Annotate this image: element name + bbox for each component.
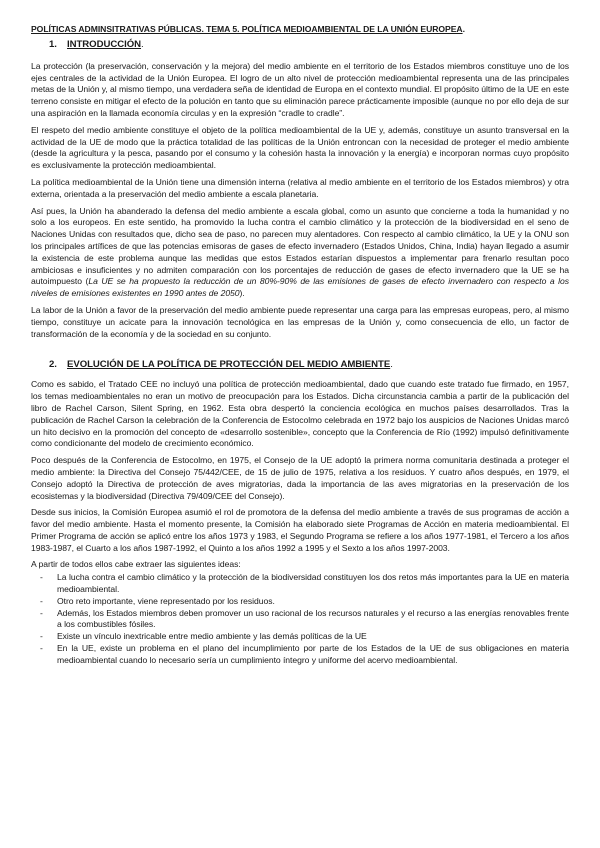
section-1-title: INTRODUCCIÓN	[67, 38, 142, 50]
section-1-paragraph-4-end: ).	[239, 288, 245, 299]
list-item: - La lucha contra el cambio climático y la protección de la biodiversidad constituyen los dos retos más importantes para la UE en materia medioambiental.	[57, 572, 569, 596]
section-2-heading	[49, 358, 569, 372]
section-2-title: EVOLUCIÓN DE LA POLÍTICA DE PROTECCIÓN DEL MEDIO AMBIENTE	[67, 359, 391, 371]
list-item: - Otro reto importante, viene representado por los residuos.	[57, 596, 569, 608]
document-title	[31, 24, 569, 36]
list-item: - Existe un vínculo inextricable entre medio ambiente y las demás políticas de la UE	[57, 631, 569, 643]
section-1-paragraph-5: La labor de la Unión a favor de la preservación del medio ambiente puede representar una carga para las empresas europeas, pero, al mismo tiempo, constituye un acicate para la innovación tecnológica en las empresas de la Unión y, como consecuencia de ello, un factor de transformación de la economía y de la sociedad en su conjunto.	[31, 304, 569, 339]
document-title-suffix: .	[462, 24, 465, 34]
section-1-paragraph-3: La política medioambiental de la Unión tiene una dimensión interna (relativa al medio ambiente en el territorio de los Estados miembros) y otra externa, orientada a la preservación del medio ambiente a escala planetaria.	[31, 176, 569, 199]
section-2-paragraph-1: Como es sabido, el Tratado CEE no incluyó una política de protección medioambiental, dado que cuando este tratado fue firmado, en 1957, los temas medioambientales no eran un motivo de preocupación para los Estados. Dicha circunstancia cambia a partir de la publicación del libro de Rachel Carson, Silent Spring, en 1962. Esta obra despertó la conciencia ecológica en muchos países desarrollados. Tras la publicación de Rachel Carson la celebración de la Conferencia de Estocolmo celebrada en 1972 bajo los auspicios de Naciones Unidas marcó un hito decisivo en la promoción del concepto de «desarrollo sostenible», concepto que la Conferencia de Río (1992) impulsó definitivamente como condicionante del modelo de crecimiento económico.	[31, 379, 569, 449]
section-1-paragraph-4-text: Así pues, la Unión ha abanderado la defensa del medio ambiente a escala global, como un asunto que concierne a toda la humanidad y no solo a los europeos. En este sentido, ha promovido la lucha contra el cambio climático y la protección de la biodiversidad en el seno de Naciones Unidas con resultados que, dicho sea de paso, no parecen muy alentadores. Con respecto al cambio climático, la UE y la ONU son los principales artífices de que las potencias emisoras de gases de efecto invernadero (Estados Unidos, China, India) hayan llegado a asumir la existencia de este problema aunque las medidas que estos Estados estarían dispuestos a implementar para frenarlo resultan poco ambiciosas e insuficientes y no admiten comparación con los porcentajes de reducción de gases de efecto invernadero que la UE se ha autoimpuesto (	[31, 205, 569, 287]
section-1-paragraph-4	[31, 206, 569, 300]
section-1-paragraph-1: La protección (la preservación, conservación y la mejora) del medio ambiente en el territorio de los Estados miembros constituye uno de los ejes centrales de la actividad de la Unión Europea. El logro de un alto nivel de protección medioambiental representa una de las principales metas de la Unión y, al mismo tiempo, una verdadera seña de identidad de Europa en el contexto mundial. El propósito último de la UE en este terreno consiste en mitigar el efecto de la polución en tanto que su eliminación parece prácticamente imposible (aunque no por ello deja de sur una aspiración en la llamada economía circulas y en la expresión “cradle to cradle”.	[31, 60, 569, 118]
section-1-paragraph-2: El respeto del medio ambiente constituye el objeto de la política medioambiental de la UE y, además, constituye un asunto transversal en la actividad de la UE de modo que la práctica totalidad de las políticas de la Unión entroncan con la necesidad de proteger el medio ambiente (desde la agricultura y la pesca, pasando por el consumo y la cohesión hasta la innovación y la energía) e incorporan normas cuyo propósito es exclusivamente la protección medioambiental.	[31, 124, 569, 171]
section-1-heading	[49, 38, 569, 52]
ideas-intro: A partir de todos ellos cabe extraer las siguientes ideas:	[31, 559, 241, 570]
list-item: - En la UE, existe un problema en el plano del incumplimiento por parte de los Estados de la UE de sus obligaciones en materia medioambiental cuando lo necesario sería un cumplimiento íntegro y uniforme del acervo medioambiental.	[57, 643, 569, 667]
ideas-list	[31, 572, 569, 666]
section-1-number: 1.	[49, 38, 57, 50]
document-title-text: POLÍTICAS ADMINSITRATIVAS PÚBLICAS. TEMA 5. POLÍTICA MEDIOAMBIENTAL DE LA UNIÓN EUROPEA	[31, 24, 463, 34]
list-item: - Además, los Estados miembros deben promover un uso racional de los recursos naturales y el recurso a las energías renovables frente a los combustibles fósiles.	[57, 608, 569, 632]
section-2-heading-wrap	[31, 358, 569, 372]
section-2-paragraph-3: Desde sus inicios, la Comisión Europea asumió el rol de promotora de la defensa del medio ambiente a través de sus programas de acción a favor del medio ambiente. Hasta el momento presente, la Comisión ha elaborado siete Programas de Acción en materia medioambiental. El Primer Programa de acción se aplicó entre los años 1973 y 1983, el Segundo Programa se refiere a los años 1977-1981, el Tercero a los años 1983-1987, el Cuarto a los años 1987-1992, el Quinto a los años 1992 a 1995 y el Sexto a los años 1997-2003.	[31, 507, 569, 553]
section-2-paragraph-2: Poco después de la Conferencia de Estocolmo, en 1975, el Consejo de la UE adoptó la primera norma comunitaria destinada a proteger el medio ambiente: la Directiva del Consejo 75/442/CEE, de 15 de julio de 1975, relativa a los residuos. Y cuatro años después, en 1979, el Consejo adoptó la Directiva de protección de aves migratorias, dada la importancia de las aves migratorias en la preservación de los ecosistemas y la biodiversidad (Directiva 79/409/CEE del Consejo).	[31, 455, 569, 501]
section-1-paragraph-4-italic: La UE se ha propuesto la reducción de un 80%-90% de las emisiones de gases de efecto invernadero con respecto a los niveles de emisiones existentes en 1990 antes de 2050	[31, 276, 569, 299]
section-2-title-suffix: .	[390, 359, 393, 371]
section-1-title-suffix: .	[141, 38, 144, 50]
section-1-heading-wrap	[31, 38, 569, 52]
section-2-number: 2.	[49, 359, 57, 371]
